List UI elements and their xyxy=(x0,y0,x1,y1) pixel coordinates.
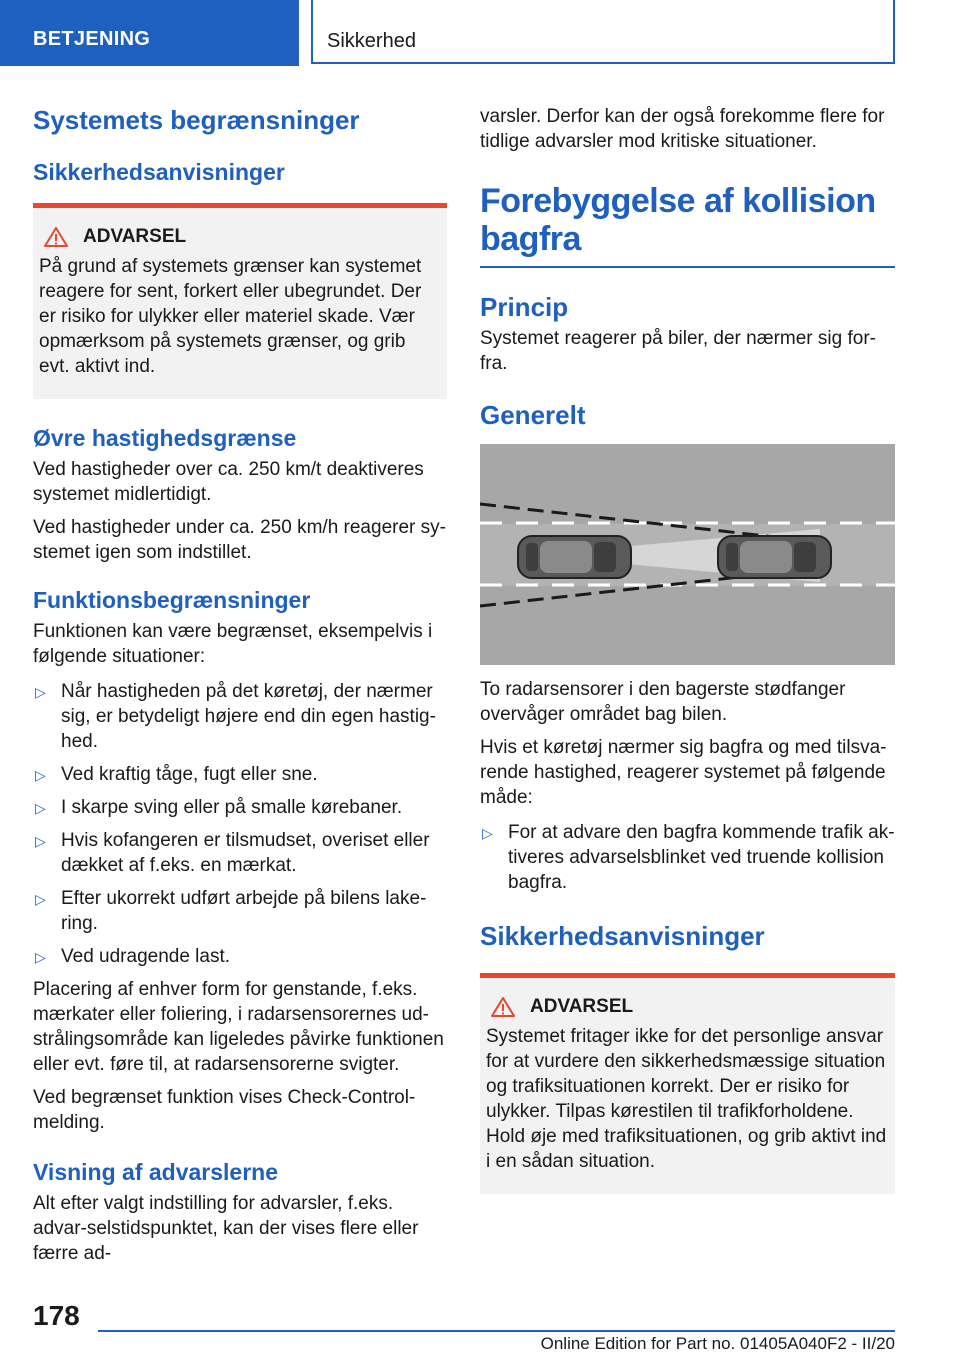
warning-label-right: ADVARSEL xyxy=(530,996,634,1017)
general-paragraph-1: To radarsensorer i den bagerste stødfanger overvåger området bag bilen. xyxy=(480,679,846,725)
main-heading-line-1: Forebyggelse af kollision xyxy=(480,182,876,220)
list-item: ▷ For at advare den bagfra kommende trafik ak-tiveres advarselsblinket ved truende kollision bagfra. xyxy=(482,822,895,893)
triangle-bullet-icon: ▷ xyxy=(35,800,46,816)
warning-box xyxy=(33,203,447,399)
display-paragraph: Alt efter valgt indstilling for advarsler, f.eks. advar-selstidspunktet, kan der vises flere eller færre ad- xyxy=(33,1193,419,1264)
list-item: ▷ Når hastigheden på det køretøj, der nærmer sig, er betydeligt højere end din egen hastig-hed. xyxy=(35,681,436,752)
chapter-label: BETJENING xyxy=(33,28,151,50)
page-number: 178 xyxy=(33,1300,80,1331)
triangle-bullet-icon: ▷ xyxy=(35,949,46,965)
section-tab xyxy=(311,0,895,64)
list-item: ▷ Hvis kofangeren er tilsmudset, overiset eller dækket af f.eks. en mærkat. xyxy=(35,830,430,876)
display-heading: Visning af advarslerne xyxy=(33,1159,279,1185)
right-column xyxy=(480,104,895,1194)
function-list xyxy=(33,679,447,969)
section-label: Sikkerhed xyxy=(327,30,416,52)
car-front-icon xyxy=(718,536,831,578)
warning-title-right xyxy=(486,996,887,1018)
speed-paragraph-1: Ved hastigheder over ca. 250 km/t deaktiveres systemet midlertidigt. xyxy=(33,459,424,505)
triangle-bullet-icon: ▷ xyxy=(482,825,493,841)
function-paragraph-2: Ved begrænset funktion vises Check-Control-melding. xyxy=(33,1087,416,1133)
function-paragraph-1: Placering af enhver form for genstande, f.eks. mærkater eller foliering, i radarsensorernes ud-strålingsområde kan ligeledes påvirke funktionen eller evt. føre til, at radarsensorerne svigter. xyxy=(33,979,444,1075)
speed-paragraph-2: Ved hastigheder under ca. 250 km/h reagerer sy-stemet igen som indstillet. xyxy=(33,517,446,563)
triangle-bullet-icon: ▷ xyxy=(35,833,46,849)
heading-divider xyxy=(480,266,895,268)
chapter-tab xyxy=(0,0,299,66)
radar-illustration xyxy=(480,444,895,665)
function-intro: Funktionen kan være begrænset, eksempelvis i følgende situationer: xyxy=(33,621,433,667)
list-item: ▷ Ved kraftig tåge, fugt eller sne. xyxy=(33,762,447,787)
warning-text: På grund af systemets grænser kan systemet reagere for sent, forkert eller ubegrundet. Der er risiko for ulykker eller materiel skade. Vær opmærksom på systemets grænser, og grib evt. aktivt ind. xyxy=(39,256,422,377)
warning-triangle-icon xyxy=(490,996,516,1018)
principle-paragraph: Systemet reagerer på biler, der nærmer sig for-fra. xyxy=(480,328,876,374)
left-column xyxy=(33,100,447,1266)
triangle-bullet-icon: ▷ xyxy=(35,767,46,783)
warning-triangle-icon xyxy=(43,226,69,248)
radar-diagram xyxy=(480,444,895,665)
footer-divider xyxy=(98,1330,895,1332)
car-rear-icon xyxy=(518,536,631,578)
function-heading: Funktionsbegrænsninger xyxy=(33,587,311,613)
warning-label: ADVARSEL xyxy=(83,226,187,247)
section-title: Systemets begrænsninger xyxy=(33,105,360,135)
warning-box-right xyxy=(480,973,895,1194)
general-list xyxy=(480,820,895,895)
safety-heading: Sikkerhedsanvisninger xyxy=(33,159,285,185)
warning-text-right: Systemet fritager ikke for det personlige ansvar for at vurdere den sikkerhedsmæssige situation og trafiksituationen korrekt. Der er risiko for ulykker. Tilpas kørestilen til trafikforholdene. Hold øje med trafiksituationen, og grib aktivt ind i en sådan situation. xyxy=(486,1026,887,1172)
triangle-bullet-icon: ▷ xyxy=(35,684,46,700)
list-item: ▷ Ved udragende last. xyxy=(33,944,447,969)
main-heading xyxy=(480,182,895,258)
continued-paragraph: varsler. Derfor kan der også forekomme flere for tidlige advarsler mod kritiske situationer. xyxy=(480,106,885,152)
general-heading: Generelt xyxy=(480,400,586,430)
main-heading-line-2: bagfra xyxy=(480,220,581,258)
edition-info: Online Edition for Part no. 01405A040F2 - II/20 xyxy=(540,1334,895,1353)
principle-heading: Princip xyxy=(480,292,569,322)
general-paragraph-2: Hvis et køretøj nærmer sig bagfra og med tilsva-rende hastighed, reagerer systemet på følgende måde: xyxy=(480,737,887,808)
warning-title xyxy=(39,226,439,248)
triangle-bullet-icon: ▷ xyxy=(35,891,46,907)
list-item: ▷ I skarpe sving eller på smalle kørebaner. xyxy=(33,795,447,820)
safety-heading-right: Sikkerhedsanvisninger xyxy=(480,921,765,951)
speed-heading: Øvre hastighedsgrænse xyxy=(33,425,297,451)
list-item: ▷ Efter ukorrekt udført arbejde på bilens lake-ring. xyxy=(35,888,427,934)
